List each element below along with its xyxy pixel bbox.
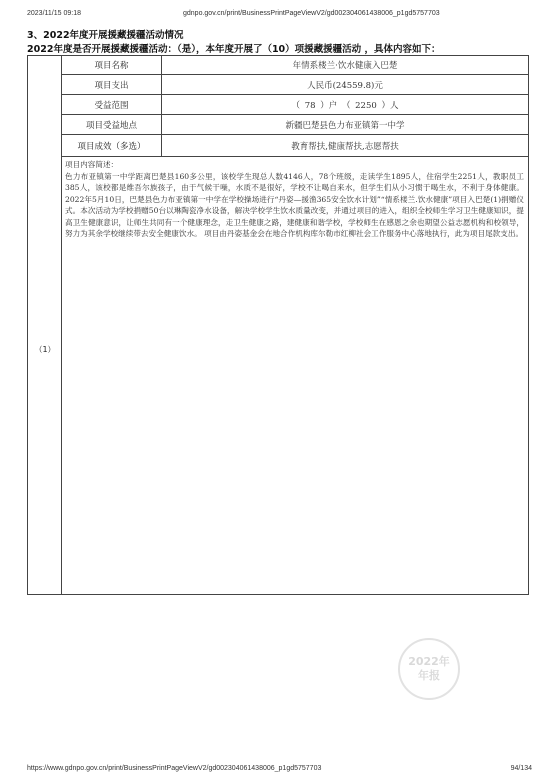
row-value: 教育帮扶,健康帮扶,志愿帮扶 [291, 141, 399, 152]
print-timestamp: 2023/11/15 09:18 [27, 10, 81, 17]
row-key: 项目成效（多选） [62, 135, 162, 156]
index-label: （1） [34, 345, 56, 354]
row-key: 受益范围 [62, 95, 162, 114]
row-beneficiary-scope [62, 95, 528, 115]
print-footer-url: https://www.gdnpo.gov.cn/print/BusinessPrintPageViewV2/gd002304061438006_p1gd5757703 [27, 765, 322, 772]
row-beneficiary-location [62, 115, 528, 135]
stamp-year: 2022年 [408, 655, 450, 668]
row-key: 项目名称 [62, 56, 162, 74]
row-value: 新疆巴楚县色力布亚镇第一中学 [285, 120, 405, 131]
row-value: 人民币(24559.8)元 [307, 80, 383, 91]
index-column [28, 56, 62, 594]
section-intro: 2022年度是否开展援藏援疆活动：（是），本年度开展了（10）项援藏援疆活动 ，具体内容如下： [27, 44, 441, 55]
activity-form-table [27, 55, 529, 595]
description-text: 色力布亚镇第一中学距离巴楚县160多公里，该校学生现总人数4146人，78个班级，走读学生1895人，住宿学生2251人，教职员工385人，该校都是维吾尔族孩子，由于气候干噪，水质不是很好，学校不让喝自来水，但学生们从小习惯于喝生水，不利于身体健康。2022年5月10日，巴楚县色力布亚镇第一中学在学校操场进行“丹姿—援渔365安全饮水计划”“情系楼兰.饮水健康”项目入巴楚(1)捐赠仪式。本次活动为学校捐赠50台以琳陶瓷净水设备，解决学校学生饮水质量改变，并通过项目的进入，组织全校师生学习卫生健康知识，提高卫生健康意识，让师生共同有一个健康理念，走卫生健康之路，建健康和谐学校，学校师生在感恩之余也期望公益志愿机构和校领导，努力为其余学校继续带去安全健康饮水。 项目由丹姿基金会在地合作机构库尔勒市红柳社会工作服务中心落地执行，此为项目尾款支出。 [65, 171, 524, 239]
page-number: 94/134 [510, 765, 532, 772]
description-label: 项目内容简述： [65, 160, 119, 169]
row-project-outcomes [62, 135, 528, 157]
project-description [62, 157, 528, 594]
print-header-url: gdnpo.gov.cn/print/BusinessPrintPageViewV2/gd002304061438006_p1gd5757703 [183, 10, 440, 17]
annual-report-watermark-stamp [398, 638, 460, 700]
section-title: 3、2022年度开展援藏援疆活动情况 [27, 30, 184, 41]
row-key: 项目支出 [62, 75, 162, 94]
row-value: （ 78 ）户 （ 2250 ）人 [291, 100, 399, 111]
stamp-text: 年报 [418, 669, 440, 682]
row-project-name [62, 56, 528, 75]
row-project-expense [62, 75, 528, 95]
row-key: 项目受益地点 [62, 115, 162, 134]
row-value: 年情系楼兰·饮水健康入巴楚 [292, 61, 398, 71]
